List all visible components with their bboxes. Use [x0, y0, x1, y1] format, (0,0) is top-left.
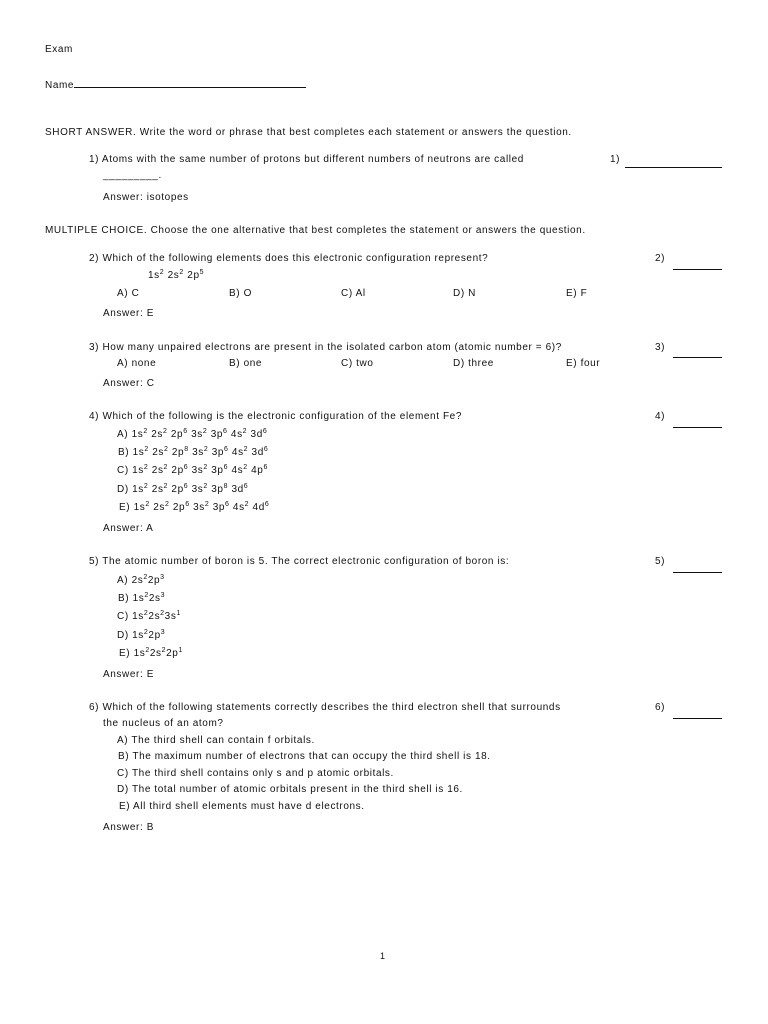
q6-text-continued: the nucleus of an atom? — [103, 718, 224, 729]
q4-option-a: A) $1s^2$ $2s^2$ $2p^6$ $3s^2$ $3p^6$ $4s^2$ $3d^6$ — [117, 428, 268, 440]
q2-option-b: B) O — [229, 288, 252, 299]
q4-text: 4) Which of the following is the electronic configuration of the element Fe? — [89, 411, 462, 422]
name-label: Name — [45, 80, 75, 91]
q3-option-b: B) one — [229, 358, 263, 369]
q1-answer-blank — [625, 167, 722, 168]
q2-option-e: E) F — [566, 288, 588, 299]
q4-answer-blank — [673, 427, 722, 428]
q4-option-e: E) $1s^2$ $2s^2$ $2p^6$ $3s^2$ $3p^6$ $4s^2$ $4d^6$ — [119, 501, 270, 513]
q4-number: 4) — [655, 411, 666, 422]
q3-option-e: E) four — [566, 358, 601, 369]
q5-option-d: D) $1s^22p^3$ — [117, 629, 166, 641]
q6-number: 6) — [655, 702, 666, 713]
q3-option-d: D) three — [453, 358, 494, 369]
q6-answer: Answer: B — [103, 822, 154, 833]
q3-answer: Answer: C — [103, 378, 155, 389]
q2-config: $1s^2$ $2s^2$ $2p^5$ — [148, 269, 205, 281]
q6-text: 6) Which of the following statements correctly describes the third electron shell that surrounds — [89, 702, 561, 713]
q2-answer: Answer: E — [103, 308, 154, 319]
q4-option-c: C) $1s^2$ $2s^2$ $2p^6$ $3s^2$ $3p^6$ $4s^2$ $4p^6$ — [117, 464, 268, 476]
page-number: 1 — [380, 951, 386, 961]
q1-text-continued: _________. — [103, 170, 162, 181]
q6-option-d: D) The total number of atomic orbitals present in the third shell is 16. — [117, 784, 463, 795]
q3-text: 3) How many unpaired electrons are present in the isolated carbon atom (atomic number = 6)? — [89, 342, 562, 353]
q6-option-a: A) The third shell can contain f orbitals. — [117, 735, 315, 746]
name-blank-line — [74, 78, 306, 88]
q2-option-c: C) Al — [341, 288, 366, 299]
q4-option-d: D) $1s^2$ $2s^2$ $2p^6$ $3s^2$ $3p^8$ $3d^6$ — [117, 483, 249, 495]
q2-option-a: A) C — [117, 288, 140, 299]
q1-answer: Answer: isotopes — [103, 192, 189, 203]
q2-text: 2) Which of the following elements does this electronic configuration represent? — [89, 253, 489, 264]
q6-option-c: C) The third shell contains only s and p atomic orbitals. — [117, 768, 394, 779]
q1-text: 1) Atoms with the same number of protons but different numbers of neutrons are called — [89, 154, 524, 165]
q3-number: 3) — [655, 342, 666, 353]
q3-option-a: A) none — [117, 358, 157, 369]
q6-option-b: B) The maximum number of electrons that can occupy the third shell is 18. — [118, 751, 491, 762]
q5-number: 5) — [655, 556, 666, 567]
q5-option-e: E) $1s^22s^22p^1$ — [119, 647, 183, 659]
q5-answer-blank — [673, 572, 722, 573]
q2-option-d: D) N — [453, 288, 476, 299]
q4-option-b: B) $1s^2$ $2s^2$ $2p^8$ $3s^2$ $3p^6$ $4s^2$ $3d^6$ — [118, 446, 269, 458]
q5-option-b: B) $1s^22s^3$ — [118, 592, 166, 604]
name-field[interactable] — [45, 78, 306, 91]
q5-text: 5) The atomic number of boron is 5. The correct electronic configuration of boron is: — [89, 556, 510, 567]
exam-title: Exam — [45, 44, 73, 55]
short-answer-heading: SHORT ANSWER. Write the word or phrase that best completes each statement or answers the question. — [45, 127, 572, 138]
q6-answer-blank — [673, 718, 722, 719]
q5-answer: Answer: E — [103, 669, 154, 680]
q3-answer-blank — [673, 357, 722, 358]
q2-answer-blank — [673, 269, 722, 270]
q3-option-c: C) two — [341, 358, 374, 369]
multiple-choice-heading: MULTIPLE CHOICE. Choose the one alternative that best completes the statement or answers the question. — [45, 225, 586, 236]
q2-number: 2) — [655, 253, 666, 264]
q4-answer: Answer: A — [103, 523, 154, 534]
q5-option-a: A) $2s^22p^3$ — [117, 574, 165, 586]
q6-option-e: E) All third shell elements must have d electrons. — [119, 801, 365, 812]
q1-number: 1) — [610, 154, 621, 165]
q5-option-c: C) $1s^22s^23s^1$ — [117, 610, 181, 622]
